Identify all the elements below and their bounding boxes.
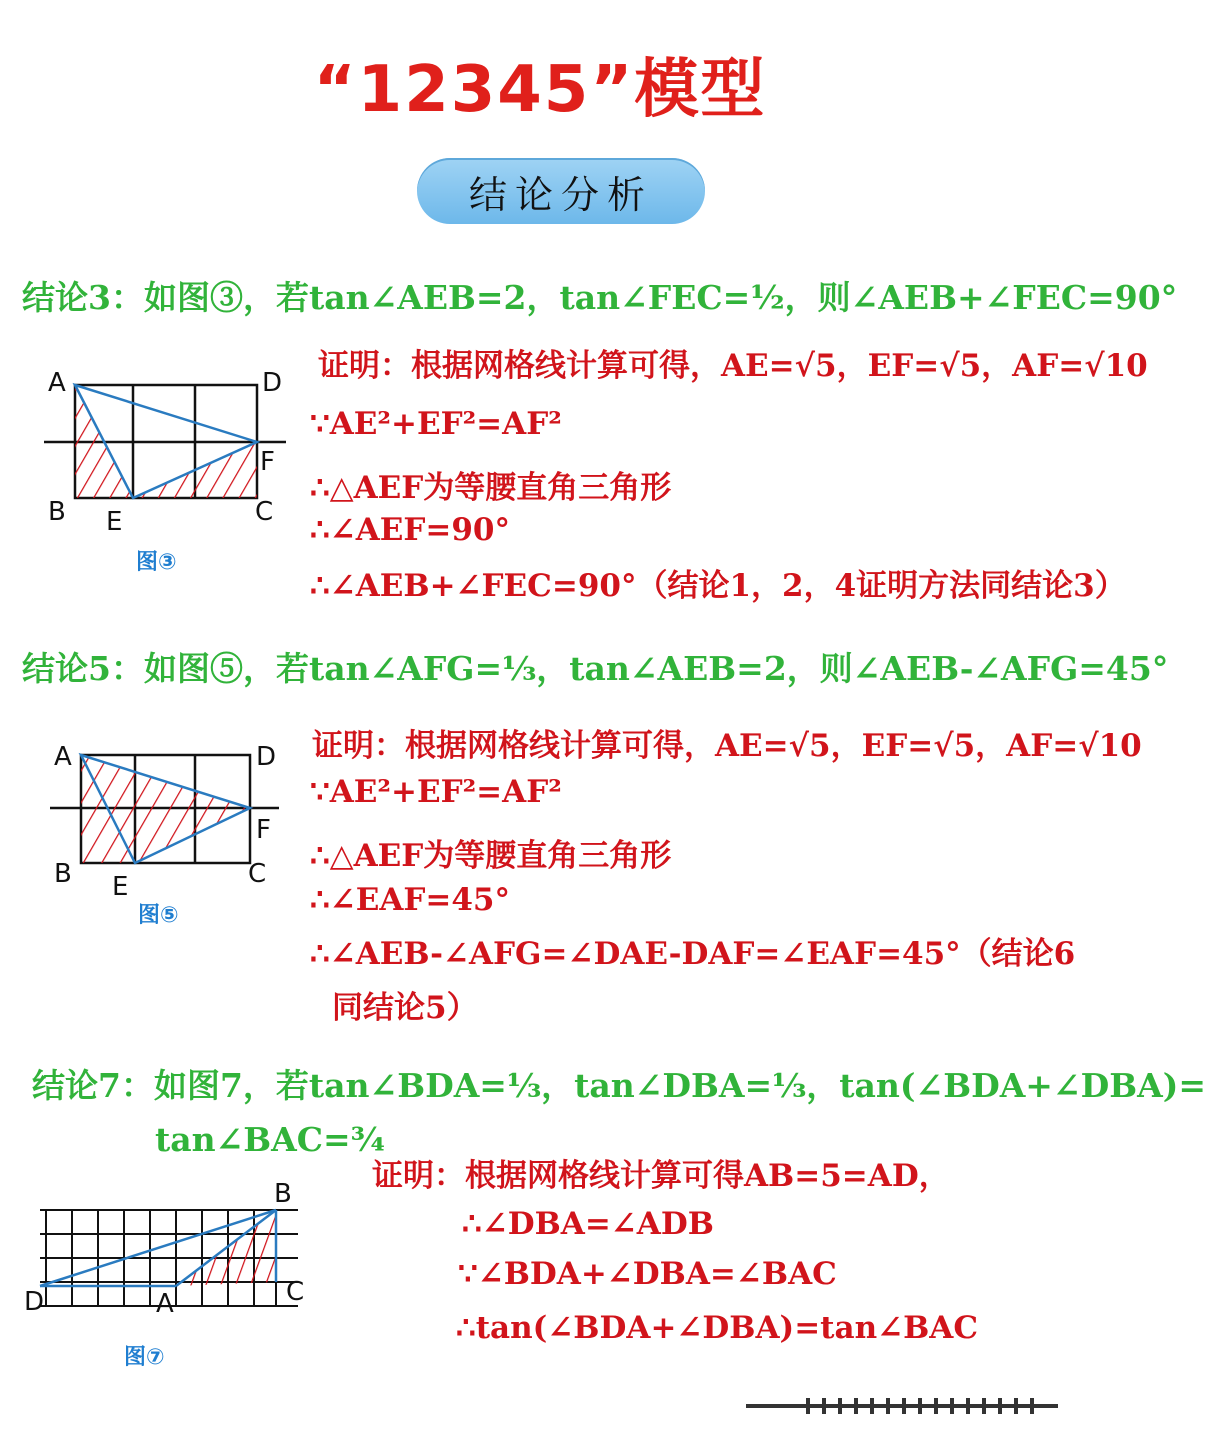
- point-label-a: A: [48, 368, 66, 398]
- point-label-c: C: [286, 1277, 305, 1307]
- point-label-f: F: [260, 447, 275, 477]
- figure-caption: 图⑦: [124, 1345, 165, 1370]
- point-label-d: D: [24, 1287, 45, 1317]
- point-label-a: A: [54, 742, 72, 772]
- figure-7: [20, 1180, 320, 1330]
- proof-line: 证明：根据网格线计算可得，AE=√5，EF=√5，AF=√10: [318, 348, 1148, 384]
- conclusion-5-heading: 结论5：如图⑤，若tan∠AFG=⅓，tan∠AEB=2，则∠AEB-∠AFG=45°: [22, 649, 1169, 688]
- proof-line: ∵AE²+EF²=AF²: [310, 774, 562, 810]
- conclusion-7-heading: 结论7：如图7，若tan∠BDA=⅓，tan∠DBA=⅓，tan(∠BDA+∠DBA)=: [32, 1066, 1206, 1105]
- point-label-f: F: [256, 815, 271, 845]
- point-label-b: B: [48, 497, 66, 527]
- proof-line: ∴∠DBA=∠ADB: [462, 1206, 714, 1242]
- point-label-d: D: [262, 368, 283, 398]
- figure-caption: 图③: [136, 550, 177, 575]
- proof-line: 证明：根据网格线计算可得AB=5=AD，: [372, 1158, 950, 1194]
- point-label-c: C: [248, 859, 267, 889]
- point-label-a: A: [156, 1289, 174, 1319]
- proof-line: ∴∠AEB-∠AFG=∠DAE-DAF=∠EAF=45°（结论6: [310, 936, 1076, 972]
- point-label-b: B: [274, 1179, 292, 1209]
- proof-line: 同结论5）: [332, 990, 478, 1026]
- point-label-b: B: [54, 859, 72, 889]
- subtitle-text: 结论分析: [468, 172, 653, 217]
- figure-caption: 图⑤: [138, 903, 179, 928]
- proof-line: ∴△AEF为等腰直角三角形: [310, 838, 672, 874]
- decorative-stroke-bar: [746, 1398, 1058, 1416]
- proof-line: 证明：根据网格线计算可得，AE=√5，EF=√5，AF=√10: [312, 728, 1142, 764]
- proof-line: ∵AE²+EF²=AF²: [310, 406, 562, 442]
- figure-5: [30, 730, 310, 910]
- proof-line: ∴∠EAF=45°: [310, 882, 511, 918]
- proof-line: ∵∠BDA+∠DBA=∠BAC: [458, 1256, 837, 1292]
- point-label-e: E: [106, 507, 123, 537]
- point-label-c: C: [255, 497, 274, 527]
- proof-line: ∴∠AEF=90°: [310, 512, 511, 548]
- point-label-d: D: [256, 742, 277, 772]
- point-label-e: E: [112, 872, 129, 902]
- proof-line: ∴∠AEB+∠FEC=90°（结论1，2，4证明方法同结论3）: [310, 568, 1126, 604]
- figure-3: [30, 355, 310, 545]
- conclusion-7-heading-cont: tan∠BAC=¾: [155, 1120, 386, 1159]
- hatched-region: [81, 755, 250, 863]
- proof-line: ∴△AEF为等腰直角三角形: [310, 470, 672, 506]
- proof-line: ∴tan(∠BDA+∠DBA)=tan∠BAC: [456, 1310, 979, 1346]
- page-title: “12345”模型: [313, 53, 767, 127]
- subtitle-badge: [417, 158, 705, 224]
- conclusion-3-heading: 结论3：如图③，若tan∠AEB=2，tan∠FEC=½，则∠AEB+∠FEC=90°: [22, 278, 1178, 317]
